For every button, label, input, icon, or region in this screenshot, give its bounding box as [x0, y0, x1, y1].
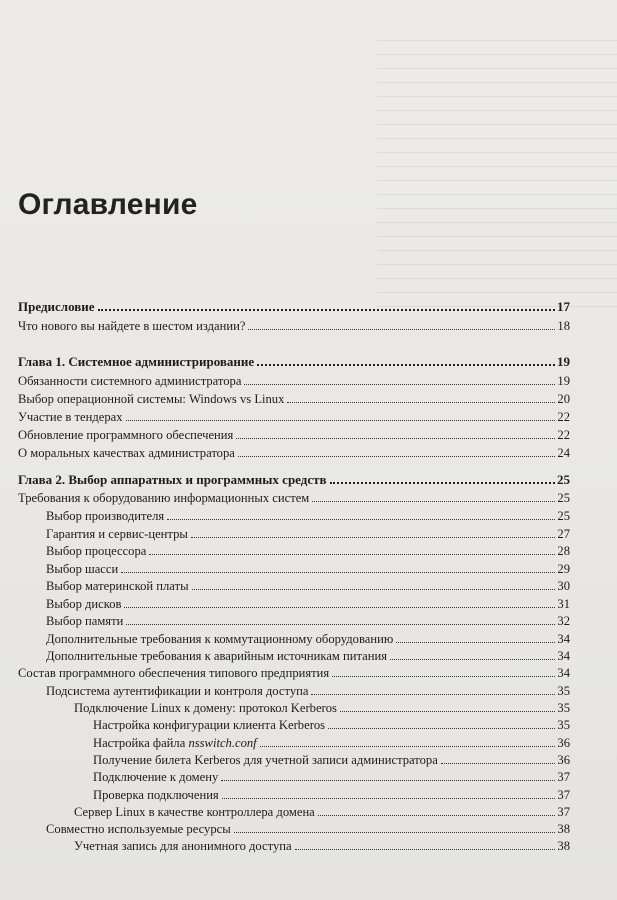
toc-entry[interactable]	[46, 818, 570, 836]
toc-entry-label: Что нового вы найдете в шестом издании?	[18, 319, 246, 333]
dot-leader	[126, 420, 556, 421]
toc-entry-label: Выбор материнской платы	[46, 579, 189, 593]
toc-entry[interactable]	[18, 662, 570, 680]
toc-entry[interactable]	[46, 680, 570, 698]
dot-leader	[238, 456, 556, 457]
toc-entry-label: Получение билета Kerberos для учетной записи администратора	[93, 753, 438, 767]
toc-entry[interactable]	[93, 714, 570, 732]
toc-entry-page: 31	[557, 597, 570, 611]
toc-entry-label: Выбор памяти	[46, 614, 124, 628]
toc-entry[interactable]	[46, 593, 570, 611]
bleed-through-text	[377, 40, 617, 320]
toc-entry-label: Выбор процессора	[46, 544, 147, 558]
toc-entry-page: 38	[557, 839, 570, 853]
toc-entry-label: Участие в тендерах	[18, 410, 123, 424]
toc-entry[interactable]	[74, 835, 570, 853]
toc-entry[interactable]	[18, 487, 570, 505]
toc-entry-page: 36	[557, 753, 570, 767]
toc-entry-preface[interactable]	[18, 296, 570, 314]
toc-entry[interactable]	[93, 732, 570, 750]
toc-entry-page: 35	[557, 684, 570, 698]
toc-entry-page: 30	[557, 579, 570, 593]
toc-entry-label: Гарантия и сервис-центры	[46, 527, 188, 541]
toc-entry[interactable]	[18, 424, 570, 442]
toc-entry-page: 34	[557, 649, 570, 663]
dot-leader	[287, 402, 555, 403]
toc-entry[interactable]	[93, 766, 570, 784]
toc-entry[interactable]	[18, 388, 570, 406]
dot-leader	[124, 607, 555, 608]
dot-leader	[167, 519, 555, 520]
dot-leader	[328, 728, 555, 729]
toc-entry[interactable]	[74, 697, 570, 715]
toc-entry[interactable]	[46, 540, 570, 558]
toc-entry-page: 29	[557, 562, 570, 576]
toc-entry-page: 37	[557, 788, 570, 802]
toc-entry-label: Подключение Linux к домену: протокол Kerberos	[74, 701, 337, 715]
toc-entry-label: Сервер Linux в качестве контроллера домена	[74, 805, 315, 819]
dot-leader	[236, 438, 555, 439]
dot-leader	[312, 501, 555, 502]
dot-leader	[98, 309, 555, 311]
dot-leader	[260, 746, 556, 747]
dot-leader	[191, 537, 556, 538]
toc-entry-page: 34	[557, 666, 570, 680]
dot-leader	[390, 659, 555, 660]
toc-entry[interactable]	[93, 749, 570, 767]
toc-entry-page: 25	[557, 509, 570, 523]
dot-leader	[340, 711, 555, 712]
toc-entry-label: Предисловие	[18, 299, 95, 314]
toc-entry-filename: nsswitch.conf	[188, 736, 257, 750]
dot-leader	[234, 832, 556, 833]
toc-entry[interactable]	[46, 645, 570, 663]
toc-entry-page: 38	[557, 822, 570, 836]
toc-entry-label: Дополнительные требования к аварийным источникам питания	[46, 649, 388, 663]
toc-entry-label: Глава 2. Выбор аппаратных и программных средств	[18, 472, 327, 487]
toc-entry-page: 22	[557, 428, 570, 442]
toc-entry-label: Выбор производителя	[46, 509, 165, 523]
toc-entry-page: 34	[557, 632, 570, 646]
toc-entry-page: 25	[557, 472, 570, 487]
dot-leader	[192, 589, 556, 590]
toc-entry-label: Требования к оборудованию информационных систем	[18, 491, 310, 505]
toc-entry[interactable]	[46, 575, 570, 593]
toc-entry-label: Обязанности системного администратора	[18, 374, 242, 388]
dot-leader	[330, 482, 555, 484]
toc-entry-page: 37	[557, 805, 570, 819]
toc-entry-page: 20	[557, 392, 570, 406]
dot-leader	[257, 364, 555, 366]
dot-leader	[244, 384, 555, 385]
toc-entry-page: 37	[557, 770, 570, 784]
toc-entry[interactable]	[46, 610, 570, 628]
dot-leader	[149, 554, 555, 555]
toc-entry[interactable]	[46, 628, 570, 646]
toc-entry-page: 32	[557, 614, 570, 628]
toc-entry[interactable]	[18, 370, 570, 388]
toc-entry-page: 35	[557, 718, 570, 732]
dot-leader	[221, 780, 555, 781]
toc-entry-label: Выбор дисков	[46, 597, 122, 611]
toc-entry-label: Настройка конфигурации клиента Kerberos	[93, 718, 326, 732]
toc-entry-page: 24	[557, 446, 570, 460]
dot-leader	[311, 694, 555, 695]
dot-leader	[441, 763, 556, 764]
toc-entry-label: Учетная запись для анонимного доступа	[74, 839, 292, 853]
toc-entry-label: Подсистема аутентификации и контроля доступа	[46, 684, 309, 698]
dot-leader	[295, 849, 556, 850]
toc-entry-page: 25	[557, 491, 570, 505]
toc-entry-label: Обновление программного обеспечения	[18, 428, 234, 442]
dot-leader	[222, 798, 556, 799]
toc-entry-chapter-1[interactable]	[18, 351, 570, 369]
toc-entry-label: Выбор операционной системы: Windows vs Linux	[18, 392, 285, 406]
toc-entry-label: О моральных качествах администратора	[18, 446, 235, 460]
toc-entry-label: Состав программного обеспечения типового предприятия	[18, 666, 330, 680]
toc-entry-label: Подключение к домену	[93, 770, 219, 784]
toc-entry[interactable]	[46, 523, 570, 541]
toc-entry-label: Проверка подключения	[93, 788, 219, 802]
toc-entry-label: Выбор шасси	[46, 562, 119, 576]
toc-entry-chapter-2[interactable]	[18, 469, 570, 487]
dot-leader	[126, 624, 555, 625]
toc-entry-page: 22	[557, 410, 570, 424]
toc-entry[interactable]	[74, 801, 570, 819]
toc-entry-label: Глава 1. Системное администрирование	[18, 354, 255, 369]
toc-entry-label	[93, 736, 258, 750]
toc-entry-label-text: Настройка файла	[93, 736, 189, 750]
toc-entry-label: Совместно используемые ресурсы	[46, 822, 231, 836]
toc-entry[interactable]	[93, 784, 570, 802]
dot-leader	[318, 815, 556, 816]
toc-entry-page: 18	[557, 319, 570, 333]
toc-entry[interactable]	[46, 558, 570, 576]
dot-leader	[248, 329, 555, 330]
dot-leader	[332, 676, 555, 677]
dot-leader	[121, 572, 555, 573]
toc-entry-page: 19	[557, 374, 570, 388]
toc-entry-page: 28	[557, 544, 570, 558]
toc-entry-page: 19	[557, 354, 570, 369]
toc-entry-page: 17	[557, 299, 570, 314]
toc-entry[interactable]	[46, 505, 570, 523]
page-title: Оглавление	[18, 188, 198, 221]
dot-leader	[396, 642, 555, 643]
toc-entry-page: 27	[557, 527, 570, 541]
toc-entry-page: 35	[557, 701, 570, 715]
toc-entry-label: Дополнительные требования к коммутационному оборудованию	[46, 632, 394, 646]
toc-entry[interactable]	[18, 406, 570, 424]
toc-entry-page: 36	[557, 736, 570, 750]
toc-entry[interactable]	[18, 315, 570, 333]
toc-entry[interactable]	[18, 442, 570, 460]
